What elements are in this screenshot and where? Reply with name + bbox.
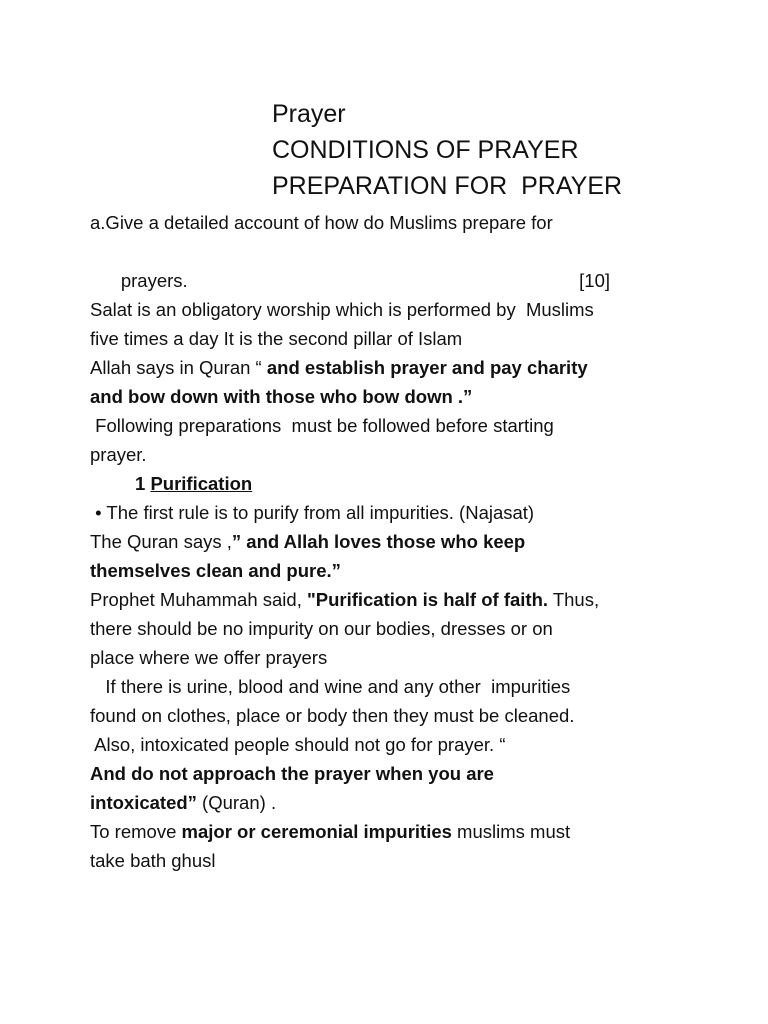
question-text: prayers.: [120, 270, 188, 291]
body-line-h: [90, 817, 690, 846]
subtitle-preparation: PREPARATION FOR PRAYER: [272, 172, 623, 200]
body-line-d: found on clothes, place or body then they must be cleaned.: [90, 705, 575, 726]
section-number: 1: [135, 473, 151, 494]
quran-says-line: [90, 527, 690, 556]
quran-verse-2: and bow down with those who bow down .”: [90, 386, 473, 407]
body-line-b: place where we offer prayers: [90, 647, 328, 668]
prophet-tail: Thus,: [548, 589, 600, 610]
bullet-purify: • The first rule is to purify from all impurities. (Najasat): [90, 502, 535, 523]
subtitle-conditions: CONDITIONS OF PRAYER: [272, 136, 579, 164]
quran-says-bold: ” and Allah loves those who keep: [231, 531, 526, 552]
body-line-e: Also, intoxicated people should not go for prayer. “: [90, 734, 506, 755]
remove-bold: major or ceremonial impurities: [181, 821, 452, 842]
body-line-a: there should be no impurity on our bodies, dresses or on: [90, 618, 553, 639]
title-block: [272, 96, 622, 204]
para1-line-3: [90, 353, 690, 382]
question-line-1: a.Give a detailed account of how do Muslims prepare for: [90, 212, 553, 233]
body-line-c: If there is urine, blood and wine and any other impurities: [90, 676, 571, 697]
quran-citation: (Quran) .: [196, 792, 277, 813]
quran-intoxicated-bold: intoxicated”: [90, 792, 197, 813]
quran-intro: Allah says in Quran “: [90, 357, 267, 378]
para1-line-2: five times a day It is the second pillar of Islam: [90, 328, 463, 349]
quran-intoxicated-1: And do not approach the prayer when you are: [90, 763, 494, 784]
quran-verse-1: and establish prayer and pay charity: [266, 357, 588, 378]
question-marks: [10]: [579, 270, 610, 291]
prophet-plain: Prophet Muhammah said,: [90, 589, 307, 610]
page-title: Prayer: [272, 100, 346, 128]
quran-says-plain: The Quran says ,: [90, 531, 232, 552]
document-body: [90, 208, 690, 875]
remove-tail: muslims must: [451, 821, 571, 842]
question-line-2: [90, 237, 690, 291]
para1-line-5: Following preparations must be followed before starting: [90, 415, 554, 436]
prophet-line: [90, 585, 690, 614]
para1-line-1: Salat is an obligatory worship which is performed by Muslims: [90, 299, 594, 320]
quran-says-bold-2: themselves clean and pure.”: [90, 560, 341, 581]
prophet-quote: "Purification is half of faith.: [306, 589, 549, 610]
para1-line-6: prayer.: [90, 444, 147, 465]
section-heading: [90, 469, 690, 498]
quran-intoxicated-2: [90, 788, 690, 817]
remove-plain: To remove: [90, 821, 182, 842]
section-title: Purification: [150, 473, 253, 494]
body-line-i: take bath ghusl: [90, 850, 216, 871]
